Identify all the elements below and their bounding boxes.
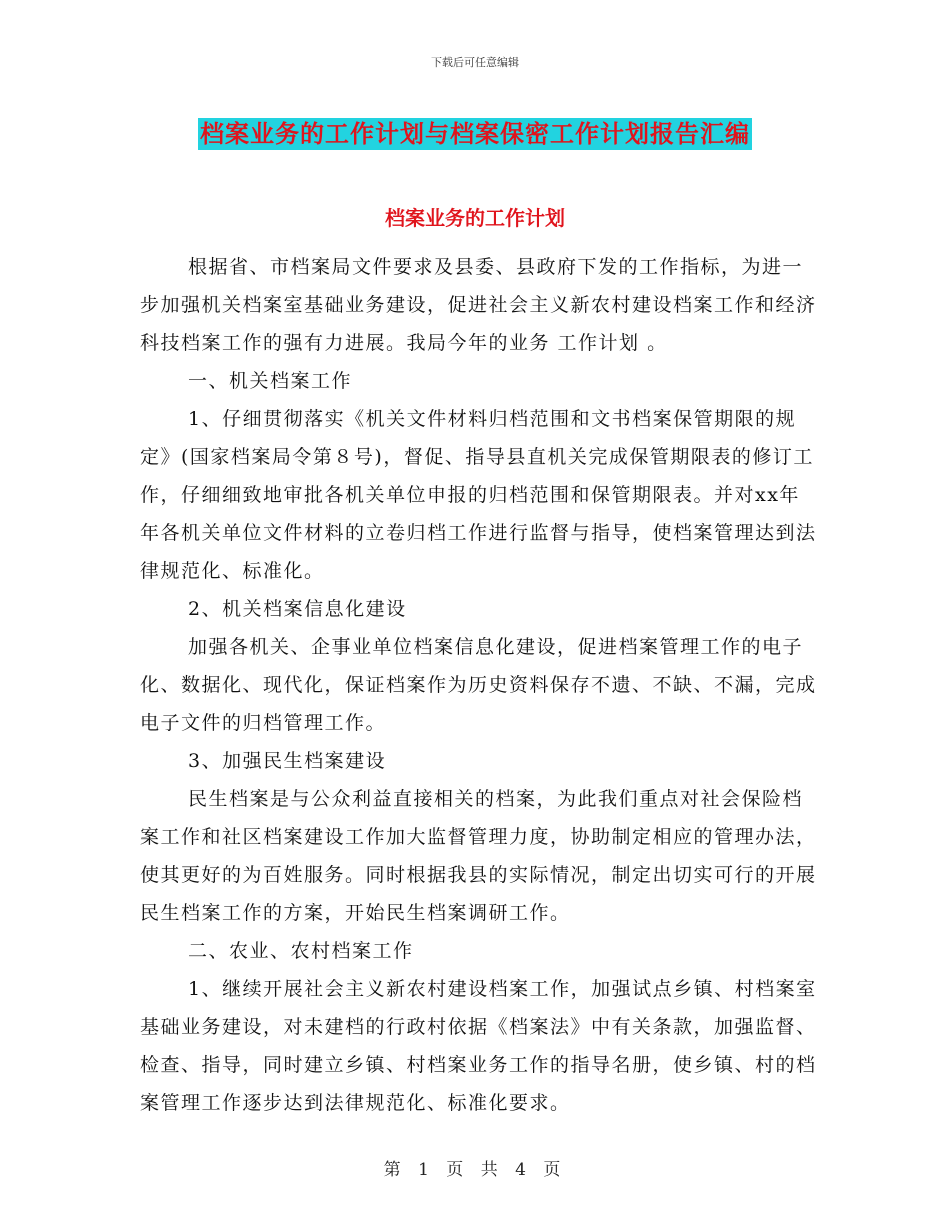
heading-agency-archives: 一、机关档案工作 <box>188 370 353 392</box>
paragraph-rural-item-1: 1、继续开展社会主义新农村建设档案工作，加强试点乡镇、村档案室基础业务建设，对未建档的行政村依据《档案法》中有关条款，加强监督、检查、指导，同时建立乡镇、村档案业务工作的指导名册，使乡镇、村的档案管理工作逐步达到法律规范化、标准化要求。 <box>140 978 817 1114</box>
page-number: 第 1 页 共 4 页 <box>383 1160 567 1180</box>
document-title: 档案业务的工作计划与档案保密工作计划报告汇编 <box>200 120 750 148</box>
paragraph-informatization: 加强各机关、企事业单位档案信息化建设，促进档案管理工作的电子化、数据化、现代化，保证档案作为历史资料保存不遗、不缺、不漏，完成电子文件的归档管理工作。 <box>140 636 817 734</box>
document-title-block <box>0 112 950 150</box>
document-body <box>140 248 820 1122</box>
paragraph-item-1: 1、仔细贯彻落实《机关文件材料归档范围和文书档案保管期限的规定》(国家档案局令第８号)，督促、指导县直机关完成保管期限表的修订工作，仔细细致地审批各机关单位申报的归档范围和保管期限表。并对xx年年各机关单位文件材料的立卷归档工作进行监督与指导，使档案管理达到法律规范化、标准化。 <box>140 408 817 582</box>
paragraph-livelihood-archives: 民生档案是与公众利益直接相关的档案，为此我们重点对社会保险档案工作和社区档案建设工作加大监督管理力度，协助制定相应的管理办法，使其更好的为百姓服务。同时根据我县的实际情况，制定出切实可行的开展民生档案工作的方案，开始民生档案调研工作。 <box>140 788 817 924</box>
paragraph-intro: 根据省、市档案局文件要求及县委、县政府下发的工作指标，为进一步加强机关档案室基础业务建设，促进社会主义新农村建设档案工作和经济科技档案工作的强有力进展。我局今年的业务 工作计划 。 <box>140 256 817 354</box>
subheading-livelihood-archives: 3、加强民生档案建设 <box>188 750 387 772</box>
heading-rural-archives: 二、农业、农村档案工作 <box>188 940 414 962</box>
header-note: 下载后可任意编辑 <box>431 56 519 69</box>
subheading-informatization: 2、机关档案信息化建设 <box>188 598 407 620</box>
section-title: 档案业务的工作计划 <box>385 206 565 230</box>
